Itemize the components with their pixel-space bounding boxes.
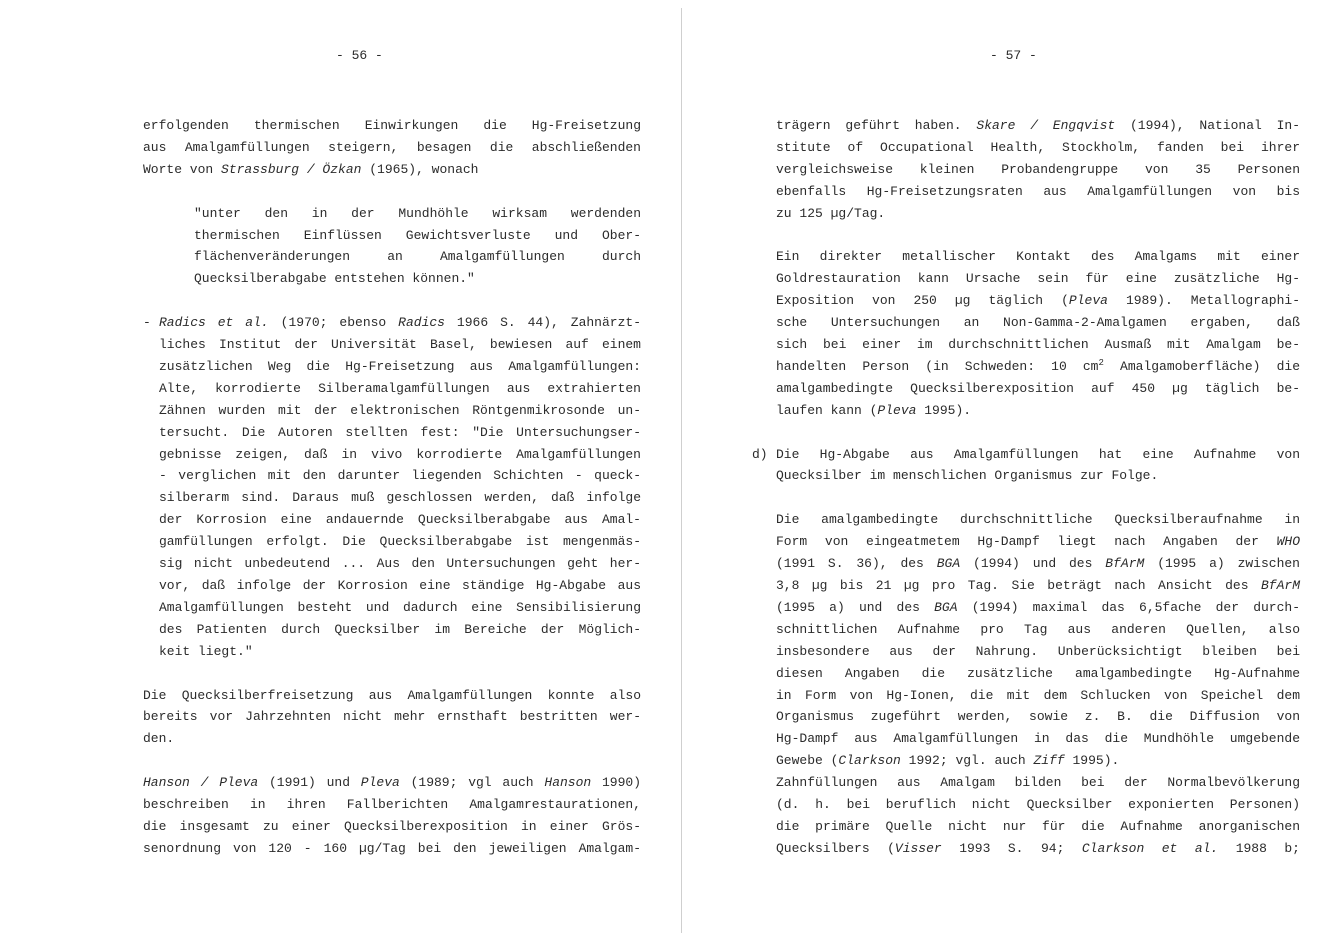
list-item-d: d) Die Hg-Abgabe aus Amalgamfüllungen hat eine Aufnahme von Quecksilber im menschlichen Organismus zur Folge.: [752, 444, 1300, 488]
author-citation: Clarkson: [838, 753, 901, 769]
author-citation: Radics: [398, 315, 445, 331]
page-number: - 56 -: [336, 48, 383, 63]
author-citation: Pleva: [1068, 293, 1108, 309]
author-citation: Radics et al.: [159, 315, 269, 331]
author-citation: Visser: [894, 840, 942, 856]
paragraph: erfolgenden thermischen Einwirkungen die Hg-Freisetzung aus Amalgamfüllungen steigern, besagen die abschließenden Worte von Strassburg / Özkan (1965), wonach: [143, 118, 641, 177]
author-citation: WHO: [1276, 534, 1300, 550]
bullet-dash: -: [143, 315, 151, 331]
paragraph: Die amalgambedingte durchschnittliche Quecksilberaufnahme in Form von eingeatmetem Hg-Dampf liegt nach Angaben der WHO (1991 S. 36), des BGA (1994) und des BfArM (1995 a) zwischen 3,8 µg bis 21 µg pro Tag. Sie beträgt nach Ansicht des BfArM (1995 a) und des BGA (1994) maximal das 6,5fache der durch- schnittlichen Aufnahme pro Tag aus anderen Quellen, also insbesondere aus der Nahrung. Unberücksichtigt bleiben bei diesen Angaben die zusätzliche amalgambedingte Hg-Aufnahme in Form von Hg-Ionen, die mit dem Schlucken von Speichel dem Organismus zugeführt werden, sowie z. B. die Diffusion von Hg-Dampf aus Amalgamfüllungen in das die Mundhöhle umgebende Gewebe (Clarkson 1992; vgl. auch Ziff 1995).: [776, 512, 1300, 769]
list-label: d): [752, 446, 768, 462]
bullet-item: - Radics et al. (1970; ebenso Radics 1966 S. 44), Zahnärzt- liches Institut der Universität Basel, bewiesen auf einem zusätzlichen Weg die Hg-Freisetzung aus Amalgamfüllungen: Alte, korrodierte Silberamalgamfüllungen aus extrahierten Zähnen wurden mit der elektronischen Röntgenmikrosonde un- tersucht. Die Autoren stellten fest: "Die Untersuchungser- gebnisse zeigen, daß in vivo korrodierte Amalgamfüllungen - verglichen mit den darunter liegenden Schichten - queck- silberarm sind. Daraus muß geschlossen werden, daß infolge der Korrosion eine andauernde Quecksilberabgabe aus Amal- gamfüllungen erfolgt. Die Quecksilberabgabe ist mengenmäs- sig nicht unbedeutend ... Aus den Untersuchungen geht her- vor, daß infolge der Korrosion eine ständige Hg-Abgabe aus Amalgamfüllungen besteht und dadurch eine Sensibilisierung des Patienten durch Quecksilber im Bereiche der Möglich- keit liegt.": [143, 312, 641, 663]
right-text-column: [752, 115, 1300, 860]
author-citation: BGA: [934, 599, 958, 615]
page-number: - 57 -: [990, 48, 1037, 63]
author-citation: Ziff: [1033, 753, 1065, 769]
author-citation: BfArM: [1105, 556, 1145, 572]
page-gutter: [681, 8, 682, 933]
author-citation: Hanson / Pleva: [143, 775, 259, 791]
superscript: 2: [1098, 357, 1104, 368]
paragraph: Hanson / Pleva (1991) und Pleva (1989; vgl auch Hanson 1990) beschreiben in ihren Fallberichten Amalgamrestaurationen, die insgesamt zu einer Quecksilberexposition in einer Grös- senordnung von 120 - 160 µg/Tag bei den jeweiligen Amalgam-: [143, 775, 641, 856]
block-quote: "unter den in der Mundhöhle wirksam werdenden thermischen Einflüssen Gewichtsverluste und Ober- flächenveränderungen an Amalgamfüllungen durch Quecksilberabgabe entstehen können.": [194, 205, 641, 287]
author-citation: Hanson: [544, 775, 592, 791]
author-citation: Pleva: [877, 402, 917, 418]
author-citation: Strassburg / Özkan: [221, 161, 362, 177]
paragraph: Die Quecksilberfreisetzung aus Amalgamfüllungen konnte also bereits vor Jahrzehnten nicht mehr ernsthaft bestritten wer- den.: [143, 687, 641, 747]
author-citation: Skare / Engqvist: [976, 118, 1116, 133]
author-citation: BfArM: [1260, 577, 1300, 593]
author-citation: Clarkson et al.: [1081, 840, 1219, 856]
author-citation: BGA: [936, 556, 961, 572]
author-citation: Pleva: [360, 775, 400, 791]
left-text-column: [143, 115, 641, 860]
paragraph: Ein direkter metallischer Kontakt des Amalgams mit einer Goldrestauration kann Ursache sein für eine zusätzliche Hg- Exposition von 250 µg täglich (Pleva 1989). Metallographi- sche Untersuchungen an Non-Gamma-2-Amalgamen ergaben, daß sich bei einer im durchschnittlichen Ausmaß mit Amalgam be- handelten Person (in Schweden: 10 $cm^2$ Amalgamoberfläche) die amalgambedingte Quecksilberexposition auf 450 µg täglich be- laufen kann (Pleva 1995).: [776, 249, 1300, 418]
paragraph: Zahnfüllungen aus Amalgam bilden bei der Normalbevölkerung (d. h. bei beruflich nicht Quecksilber exponierten Personen) die primäre Quelle nicht nur für die Aufnahme anorganischen Quecksilbers (Visser 1993 S. 94; Clarkson et al. 1988 b;: [776, 775, 1300, 856]
paragraph: trägern geführt haben. Skare / Engqvist (1994), National In- stitute of Occupational Health, Stockholm, fanden bei ihrer vergleichsweise kleinen Probandengruppe von 35 Personen ebenfalls Hg-Freisetzungsraten aus Amalgamfüllungen von bis zu 125 µg/Tag.: [776, 118, 1300, 221]
